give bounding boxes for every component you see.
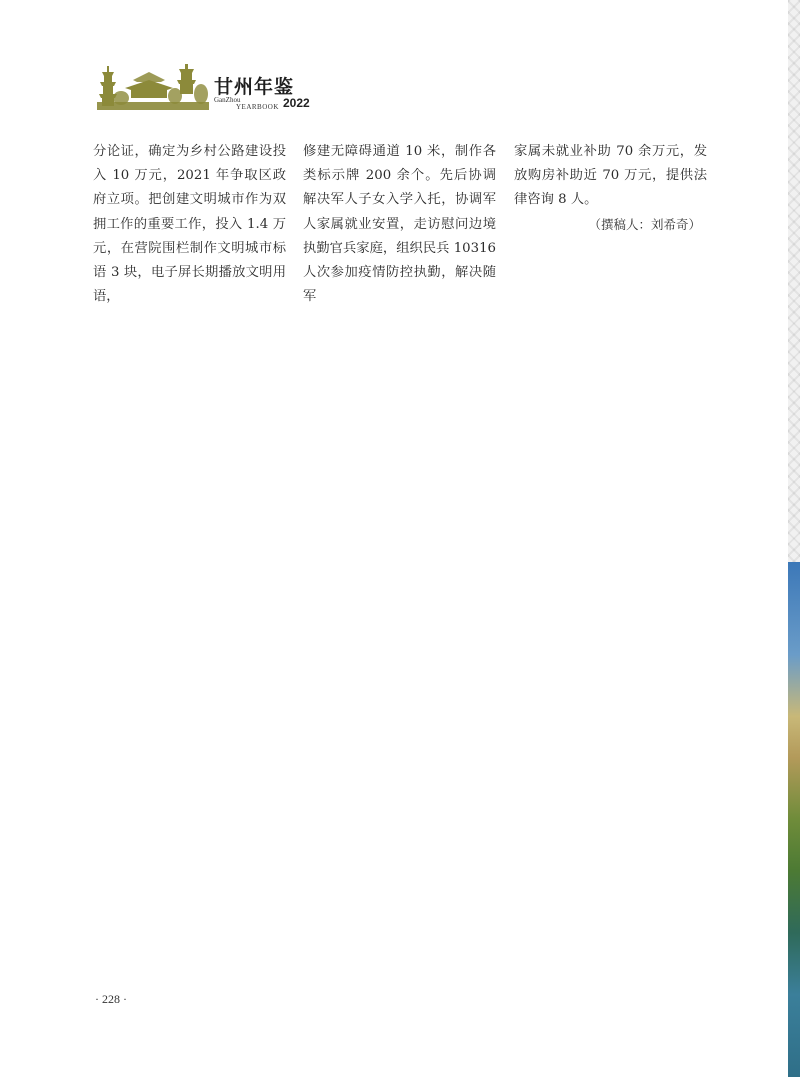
logo-year: 2022 (283, 96, 310, 110)
page-edge-photo (788, 562, 800, 1077)
column-2-paragraph: 修建无障碍通道 10 米，制作各类标示牌 200 余个。先后协调解决军人子女入学入托，协调军人家属就业安置，走访慰问边境执勤官兵家庭，组织民兵 10316 人次参加疫情防控执勤，解决随军 (303, 144, 496, 305)
yearbook-logo-title: 甘州年鉴 (214, 76, 295, 98)
author-credit: （撰稿人：刘希奇） (588, 216, 701, 232)
logo-subtitle-yearbook: YEARBOOK (236, 103, 279, 111)
text-column-3 (514, 140, 707, 237)
header-pagoda-illustration (97, 58, 209, 110)
column-1-paragraph: 分论证，确定为乡村公路建设投入 10 万元，2021 年争取区政府立项。把创建文明城市作为双拥工作的重要工作，投入 1.4 万元，在营院围栏制作文明城市标语 3 块，电子屏长期播放文明用语， (93, 144, 286, 305)
column-3-paragraph: 家属未就业补助 70 余万元，发放购房补助近 70 万元，提供法律咨询 8 人。 (514, 144, 707, 208)
text-column-2 (303, 140, 496, 309)
text-column-1 (93, 140, 286, 309)
page-number: · 228 · (95, 992, 127, 1006)
logo-subtitle-ganzhou: GanZhou (214, 96, 241, 104)
